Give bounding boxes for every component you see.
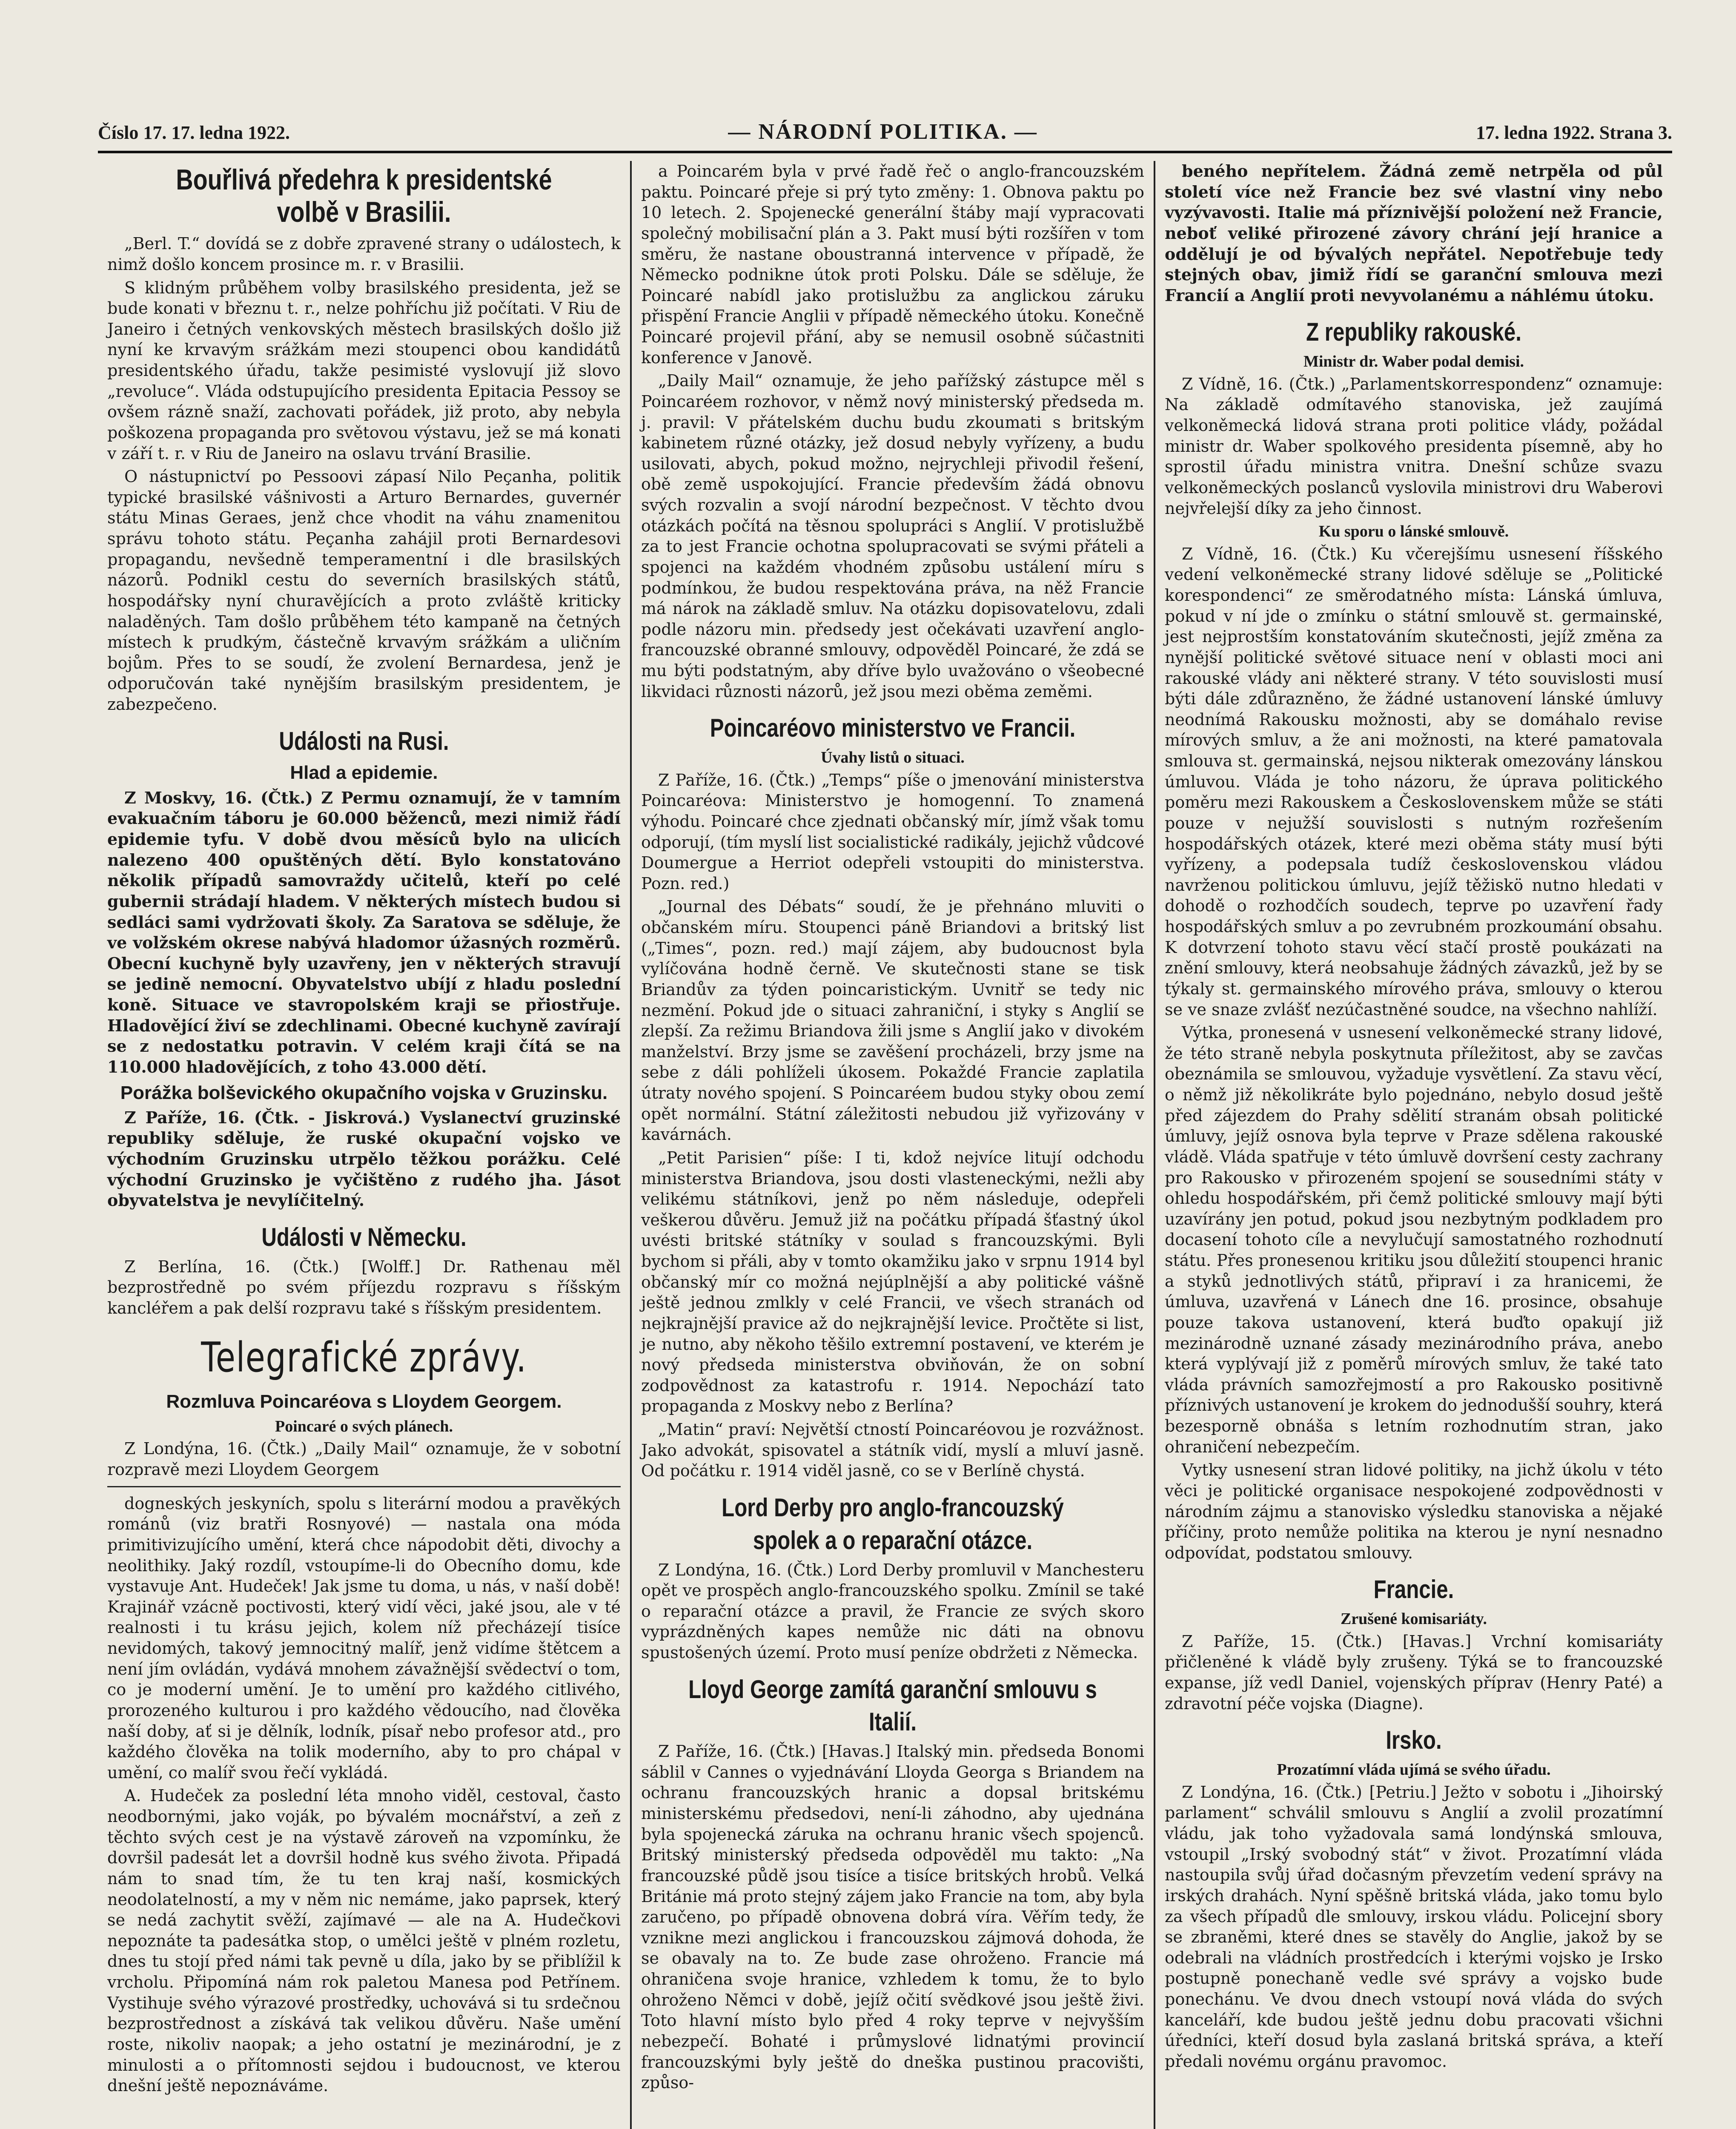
masthead — [98, 119, 1672, 153]
article-paragraph: Z Vídně, 16. (Čtk.) Ku včerejšímu usnesení říšského vedení velkoněmecké strany lidové sděluje se „Politické korespondenci“ ze směrodatného místa: Lánská úmluva, pokud v ní jde o zmínku o státní smlouvě st. germainské, jest nejprostším konstatováním skutečnosti, jejíž změna za nynější politické světové situace není v oblasti moci ani rakouské vlády ani některé strany. V této souvislosti musí býti dále zdůrazněno, že žádné ustanovení lánské úmluvy neodnímá Rakousku možnosti, aby se domáhalo revise mírových smluv, a že ani možnosti, na které pamatovala smlouva st. germainská, nejsou nikterak omezovány lánskou úmluvou. Vláda je toho názoru, že úprava politického poměru mezi Rakouskem a Československem může se státi pouze v nejužší souvislosti s nutným rozřešením hospodářských otázek, které mezi oběma státy musí býti vyřízeny, a podepsala tudíž československou vládou navrženou politickou úmluvu, jejíž těžiskö nutno hledati v dohodě o rozhodčích soudech, teprve po uzavření řady hospodářských smluv a po zevrubném prozkoumání obsahu. K dotvrzení tohoto stavu věcí stačí prostě poukázati na znění smlouvy, která neobsahuje žádných závazků, jež by se týkaly st. germainského mírového práva, smlouvy o kterou se ve snaze zvlášť nezúčastněné soudce, na všechno nahlíží. — [1165, 544, 1663, 1019]
column-1 — [98, 161, 630, 2129]
article-paragraph: O nástupnictví po Pessoovi zápasí Nilo Peçanha, politik typické brasilské vášnivosti a Arturo Bernardes, guvernér státu Minas Geraes, jenž chce vhodit na váhu znamenitou správu tohoto státu. Peçanha zahájil proti Bernardesovi propagandu, nevšedně temperamentní i dle brasilských názorů. Podnikl cestu do severních brasilských států, hospodářsky nyní churavějících a proto zvláště kriticky naladěných. Tam došlo průběhem této kampaně na četných místech k prudkým, částečně krvavým srážkám a uličním bojům. Přes to se soudí, že zvolení Bernardesa, jenž je odporučován také nynějším brasilským presidentem, je zabezpečeno. — [107, 467, 621, 714]
article-paragraph: a Poincarém byla v prvé řadě řeč o anglo-francouzském paktu. Poincaré přeje si prý tyto změny: 1. Obnova paktu po 10 letech. 2. Spojenecké generální štáby mají vypracovati společný mobilisační plán a 3. Pakt musí býti rozšířen v tom směru, že nastane oboustranná intervence v případě, že Německo podnikne útok proti Polsku. Dále se sděluje, že Poincaré nabídl jako protislužbu za anglickou záruku přispění Francie Anglii v případě německého útoku. Konečně Poincaré projevil přání, aby se nemusil osobně súčastniti konference v Janově. — [641, 162, 1144, 367]
article-paragraph: beného nepřítelem. Žádná země netrpěla od půl století více než Francie bez své vlastní viny nebo vyzývavosti. Italie má příznivější položení než Francie, neboť veliké přirozené závory chrání její hranice a oddělují je od bývalých nepřátel. Nepotřebuje tedy stejných obav, jimiž řídí se garanční smlouva mezi Francií a Anglií proti nevyvolanému a náhlému útoku. — [1165, 161, 1663, 305]
headline-francie: Francie. — [1373, 1575, 1454, 1604]
article-paragraph: Z Londýna, 16. (Čtk.) „Daily Mail“ oznamuje, že v sobotní rozpravě mezi Lloydem Georgem — [107, 1439, 621, 1479]
headline-poincare-ministerstvo: Poincaréovo ministerstvo ve Francii. — [710, 714, 1076, 743]
article-paragraph: Z Londýna, 16. (Čtk.) Lord Derby promluvil v Manchesteru opět ve prospěch anglo-francouzského spolku. Zmínil se také o reparační otázce a pravil, že Francie ze svých skoro vyprázdněných kapes nemůže nic dáti na obnovu spustošených území. Proto musí peníze obdržeti z Německa. — [641, 1560, 1144, 1662]
headline-brazil: Bouřlivá předehra k presidentské volbě v Brasilii. — [176, 164, 552, 229]
article-paragraph: Z Paříže, 16. (Čtk. - Jiskrová.) Vyslanectví gruzinské republiky sděluje, že ruské okupační vojsko ve východním Gruzinsku utrpělo těžkou porážku. Celé východní Gruzinsko je vyčištěno z rudého jha. Jásot obyvatelstva je nevylíčitelný. — [107, 1108, 621, 1210]
article-paragraph: Z Moskvy, 16. (Čtk.) Z Permu oznamují, že v tamním evakuačním táboru je 60.000 běženců, mezi nimiž řádí epidemie tyfu. V době dvou měsíců bylo na ulicích nalezeno 400 opuštěných dětí. Bylo konstatováno několik případů samovraždy učitelů, kteří po celé gubernii strádají hladem. V některých místech budou si sedláci sami vydržovati školy. Za Saratova se sděluje, že ve volžském okrese nabývá hladomor úžasných rozměrů. Obecní kuchyně byly uzavřeny, jen v některých stravují se jedině nemocní. Obyvatelstvo ubíjí z hladu poslední koně. Situace ve stavropolském kraji se přiostřuje. Hladovějící živí se zdechlinami. Obecné kuchyně zavírají se z nedostatku potravin. V celém kraji čítá se na 110.000 hladovějících, z toho 43.000 dětí. — [107, 788, 621, 1076]
headline-rakousko: Z republiky rakouské. — [1306, 318, 1521, 347]
article-paragraph: Z Londýna, 16. (Čtk.) [Petriu.] Ježto v sobotu i „Jihoirský parlament“ schválil smlouvu s Anglií a zvolil prozatímní vládu, jak toho vyžadovala samá londýnská smlouva, vstoupil „Irský svobodný stát“ v život. Prozatímní vláda nastoupila svůj úřad dočasným převzetím vedení správy na irských drahách. Nyní spěšně britská vláda, jako tomu bylo za všech případů dle smlouvy, irskou vládu. Policejní sbory se zbraněmi, které dnes se stavěly do Anglie, jakož by se odebrali na vládních prostředcích i kterými vojsko je Irsko postupně ponechaně vedle své správy a vojsko bude ponechánu. Ve dvou dnech vstoupí nová vláda do svých kanceláří, kde budou ještě jednu dobu pracovati všichni úředníci, kteří dosud byla zaslaná britská správa, a kteří předali novému orgánu pravomoc. — [1165, 1782, 1663, 2071]
article-paragraph: Z Paříže, 16. (Čtk.) [Havas.] Italský min. předseda Bonomi sáblil v Cannes o vyjednávání Lloyda Georga s Briandem na ochranu francouzských hranic a dopsal britskému ministerskému předsedovi, není-li záhodno, aby ujednána byla spojenecká záruka na ochranu hranic všech spojenců. Britský ministerský předseda odpověděl mu takto: „Na francouzské půdě jsou tisíce a tisíce britských hrobů. Velká Británie má proto stejný zájem jako Francie na tom, aby byla zaručeno, po případě obnovena dobrá víra. Věřím tedy, že vznikne mezi anglickou i francouzskou zájmová dohoda, že se obavaly na to. Ze bude zase ohroženo. Francie má ohraničena svoje hranice, vzhledem k tomu, že to bylo ohroženo Němci v době, jejíž očití svědkové jsou ještě živi. Toto hlavní místo bylo před 4 roky teprve v nejvyšším nebezpečí. Bohaté i průmyslové lidnatými provincií francouzskými byly ještě do dneška pustinou pracovišti, způso- — [641, 1742, 1144, 2092]
masthead-page: 17. ledna 1922. Strana 3. — [1476, 122, 1672, 143]
feuilleton-paragraph: dogneských jeskyních, spolu s literární modou a pravěkých románů (viz bratři Rosnyové) — nastala ona móda primitivizujícího umění, která chce nápodobit děti, divochy a neolithiky. Jaký rozdíl, vstoupíme-li do Obecního domu, kde vystavuje Ant. Hudeček! Jak jsme tu doma, u nás, v naší době! Krajinář vzácně poctivosti, který vidí věci, jaké jsou, ale v té realnosti i tu krásu jejich, kolem níž přecházejí tisíce nevidomých, takový jemnocitný malíř, jenž vidíme štětcem a není jím ovládán, vydává mnohem závažnější svědectví o tom, co je moderní umění. Je to umění pro každého citlivého, prorozeného kulturou i pro každého vědoucího, nad člověka naší doby, ať si je dělník, lodník, písař nebo profesor atd., pro každého člověka na tolik moderního, aby to pro chápal v umění, co malíř svou řečí vykládá. — [107, 1494, 621, 1782]
divider — [107, 1486, 621, 1487]
subheadline-plany: Poincaré o svých plánech. — [275, 1417, 453, 1435]
article-paragraph: Z Paříže, 16. (Čtk.) „Temps“ píše o jmenování ministerstva Poincaréova: Ministerstvo je homogenní. To znamená výhodu. Poincaré chce zjednati občanský mír, jímž však tomu odporují, (tím myslí list socialistické radikály, jejichž vůdcové Doumergue a Herriot odepřeli vstoupiti do ministerstva. Pozn. red.) — [641, 770, 1144, 893]
article-paragraph: „Petit Parisien“ píše: I ti, kdož nejvíce litují odchodu ministerstva Briandova, jsou dosti vlasteneckými, nežli aby velikému státníkovi, jenž po něm následuje, odepřeli veškerou důvěru. Jemuž již na počátku případá šťastný úkol uvésti britské státníky v soulad s francouzskými. Byli bychom si přáli, aby v tomto okamžiku jako v srpnu 1914 byl občanský mír co možná nejúplnější a aby politické vášně ještě jednou zmlkly v celé Francii, ve všech stranách od nejkrajnější pravice až do nejkrajnější levice. Pročtěte si list, je nutno, aby někoho těšilo extremní postavení, ve kterém je nový předseda ministerstva obviňován, že on sobní zodpovědnost za katastrofu r. 1914. Nepochází tato propaganda z Moskvy nebo z Berlína? — [641, 1148, 1144, 1416]
headline-irsko: Irsko. — [1386, 1726, 1442, 1755]
headline-nemecko: Události v Německu. — [261, 1222, 467, 1251]
article-paragraph: „Matin“ praví: Největší ctností Poincaréovou je rozvážnost. Jako advokát, spisovatel a státník vidí, myslí a mluví jasně. Od počátku r. 1914 viděl jasně, co se v Berlíně chystá. — [641, 1420, 1144, 1481]
columns — [98, 161, 1672, 2129]
subheadline-lany: Ku sporu o lánské smlouvě. — [1318, 522, 1509, 541]
article-paragraph: Vytky usnesení stran lidové politiky, na jichž úkolu v této věci je politické organisace nespokojené zodpovědnosti v národním zájmu a stanovisko výsledku stanoviska a nějaké příčiny, proto nemůže politika na kterou je nyní nesnadno odpovídat, podstatou smlouvy. — [1165, 1460, 1663, 1562]
subheadline-waber: Ministr dr. Waber podal demisi. — [1303, 353, 1524, 371]
headline-gruzinsko: Porážka bolševického okupačního vojska v Gruzinsku. — [120, 1082, 608, 1103]
section-telegraficke-zpravy: Telegrafické zprávy. — [201, 1333, 527, 1381]
subheadline-komisariaty: Zrušené komisariáty. — [1340, 1610, 1487, 1628]
article-paragraph: „Journal des Débats“ soudí, že je přehnáno mluviti o občanském míru. Stoupenci páně Briandovi a britský list („Times“, pozn. red.) mají zájem, aby budoucnost byla vylíčována hodně černě. Ve skutečnosti stane se tisk Briandův za týden poincaristickým. Uvnitř se tedy nic nezmění. Pokud jde o situaci zahraniční, i styky s Anglií se zlepší. Za režimu Briandova žili jsme s Anglií jako v divokém manželství. Brzy jsme se zavěšení procházeli, brzy jsme na sebe z dáli pohlíželi úkosem. Pokaždé Francie zaplatila útraty nového spojení. S Poincaréem budou styky obou zemí opět normální. Státní záležitosti nebudou již vyřizovány v kavárnách. — [641, 897, 1144, 1144]
headline-lloyd: Rozmluva Poincaréova s Lloydem Georgem. — [166, 1391, 562, 1412]
column-2 — [630, 161, 1154, 2129]
subheadline-uvahy: Úvahy listů o situaci. — [821, 749, 965, 767]
subheadline-irsko: Prozatímní vláda ujímá se svého úřadu. — [1277, 1761, 1551, 1779]
article-paragraph: S klidným průběhem volby brasilského presidenta, jež se bude konati v březnu t. r., nelze pohříchu již počítati. V Riu de Janeiro i četných venkovských městech brasilských došlo již nyní ke krvavým srážkám mezi stoupenci obou kandidátů presidentského úřadu, takže pesimisté vyslovují již slovo „revoluce“. Vláda odstupujícího presidenta Epitacia Pessoy se ovšem rázně snaží, zachovati pořádek, již proto, aby nebyla poškozena propaganda pro světovou výstavu, jež se má konati v září t. r. v Riu de Janeiro na oslavu trvání Brasilie. — [107, 278, 621, 463]
feuilleton-paragraph: A. Hudeček za poslední léta mnoho viděl, cestoval, často neodbornými, jako voják, po bývalém mocnářství, a zeň z těchto svých cest je na výstavě zároveň na vzpomínku, že dovršil padesát let a dovršil hodně kus svého života. Připadá nám to snad tím, že tu ten kraj naší, kosmických neodolatelností, a my v něm nic nemáme, jako paprsek, který se nedá zachytit svěží, zajímavé — ale na A. Hudečkovi nepoznáte ta padesátka stop, o umělci ještě v plném rozletu, dnes tu stojí před námi tak pevně u díla, jako by se přiblížil k vrcholu. Připomíná nám rok paletou Manesa pod Petřínem. Vystihuje svého výrazové prostředky, uchovává si tu srdečnou bezprostřednost a získává tak velikou důvěru. Naše umění roste, nikoliv naopak; a jeho ostatní je mezinárodní, je z minulosti a o přítomnosti sejdou i budoucnost, ve kterou dnešní ještě nepoznáváme. — [107, 1786, 621, 2095]
headline-garancni-smlouva: Lloyd George zamítá garanční smlouvu s Italií. — [688, 1675, 1097, 1736]
article-paragraph: Z Vídně, 16. (Čtk.) „Parlamentskorrespondenz“ oznamuje: Na základě odmítavého stanoviska, jež zaujímá velkoněmecká lidová strana proti politice vlády, požádal ministr dr. Waber spolkového presidenta písemně, aby ho sprostil úřadu ministra vnitra. Dnešní schůze svazu velkoněmeckých poslanců vyslovila ministrovi dru Waberovi nejvřelejší díky za jeho činnost. — [1165, 374, 1663, 518]
masthead-issue: Číslo 17. 17. ledna 1922. — [98, 122, 290, 143]
article-paragraph: Z Berlína, 16. (Čtk.) [Wolff.] Dr. Rathenau měl bezprostředně po svém příjezdu rozpravu s říšským kancléřem a pak delší rozpravu také s říšským presidentem. — [107, 1257, 621, 1318]
headline-lord-derby: Lord Derby pro anglo-francouzský spolek a o reparační otázce. — [722, 1493, 1064, 1555]
column-3 — [1154, 161, 1672, 2129]
article-paragraph: „Daily Mail“ oznamuje, že jeho pařížský zástupce měl s Poincaréem rozhovor, v němž nový ministerský předseda m. j. pravil: V přátelském duchu budu zkoumati s britským kabinetem různé otázky, jež dosud nebyly vyřízeny, a budu usilovati, abych, pokud možno, nejrychleji přivodil řešení, obě země uspokojující. Francie především žádá obnovu svých rozvalin a svojí národní bezpečnost. V těchto dvou otázkách počítá na těsnou spolupráci s Anglií. V protislužbě za to jest Francie ochotna spolupracovati se svými přáteli a spojenci na každém vhodném způsobu ustálení míru s podmínkou, že budou respektována práva, na něž Francie má nárok na základě smluv. Na otázku dopisovatelovu, zdali podle názoru min. předsedy jest očekávati uzavření anglo-francouzské obranné smlouvy, odpověděl Poincaré, že zdá se mu býti podstatným, aby dříve bylo uvažováno o všeobecné likvidaci různosti názorů, jež jsou mezi oběma zeměmi. — [641, 371, 1144, 701]
headline-rusi: Události na Rusi. — [279, 726, 449, 755]
article-paragraph: Z Paříže, 15. (Čtk.) [Havas.] Vrchní komisariáty přičleněné k vládě byly zrušeny. Týká se to francouzské expanse, jíž vedl Daniel, vojenských příprav (Henry Paté) a zdravotní péče vojska (Diagne). — [1165, 1632, 1663, 1713]
article-paragraph: Výtka, pronesená v usnesení velkoněmecké strany lidové, že této straně nebyla poskytnuta příležitost, aby se zavčas obeznámila se smlouvou, vyžaduje vysvětlení. Za stavu věcí, o němž již několikráte bylo pojednáno, nebylo dosud ještě před zájezdem do Prahy sdělití stranám obsah politické úmluvy, jejíž osnova byla teprve v Praze sdělena rakouské vládě. Vláda spatřuje v této úmluvě dovršení cesty zachrany pro Rakousko v přirozeném spojení se sousedními státy v ohledu hospodářském, při čemž politické smlouvy mají býti uzavírány jen potud, pokud jsou nezbytným podkladem pro docasení tohoto cíle a nevylučují samostatného rozhodnutí státu. Přes pronesenou kritiku jsou důležití stoupenci hranic a styků jednotlivých států, připraví i za hranicemi, že úmluva, uzavřená v Lánech dne 16. prosince, obsahuje pouze takova ustanovení, která buďto opakují již mezinárodně uznané zásady mezinárodního práva, anebo která vyplývají již z poměrů mírových smluv, že také tato vláda právních samozřejmostí a pro Rakousko positivně příznivých ustanovení je krokem do jednodušší souhry, která bezesporně obnáša s letním rozhodnutím stran, jako ohraničení nebezpečím. — [1165, 1023, 1663, 1456]
article-paragraph: „Berl. T.“ dovídá se z dobře zpravené strany o událostech, k nimž došlo koncem prosince m. r. v Brasilii. — [107, 234, 621, 274]
subheadline-hlad: Hlad a epidemie. — [290, 762, 438, 783]
masthead-title: — NÁRODNÍ POLITIKA. — — [728, 120, 1038, 144]
